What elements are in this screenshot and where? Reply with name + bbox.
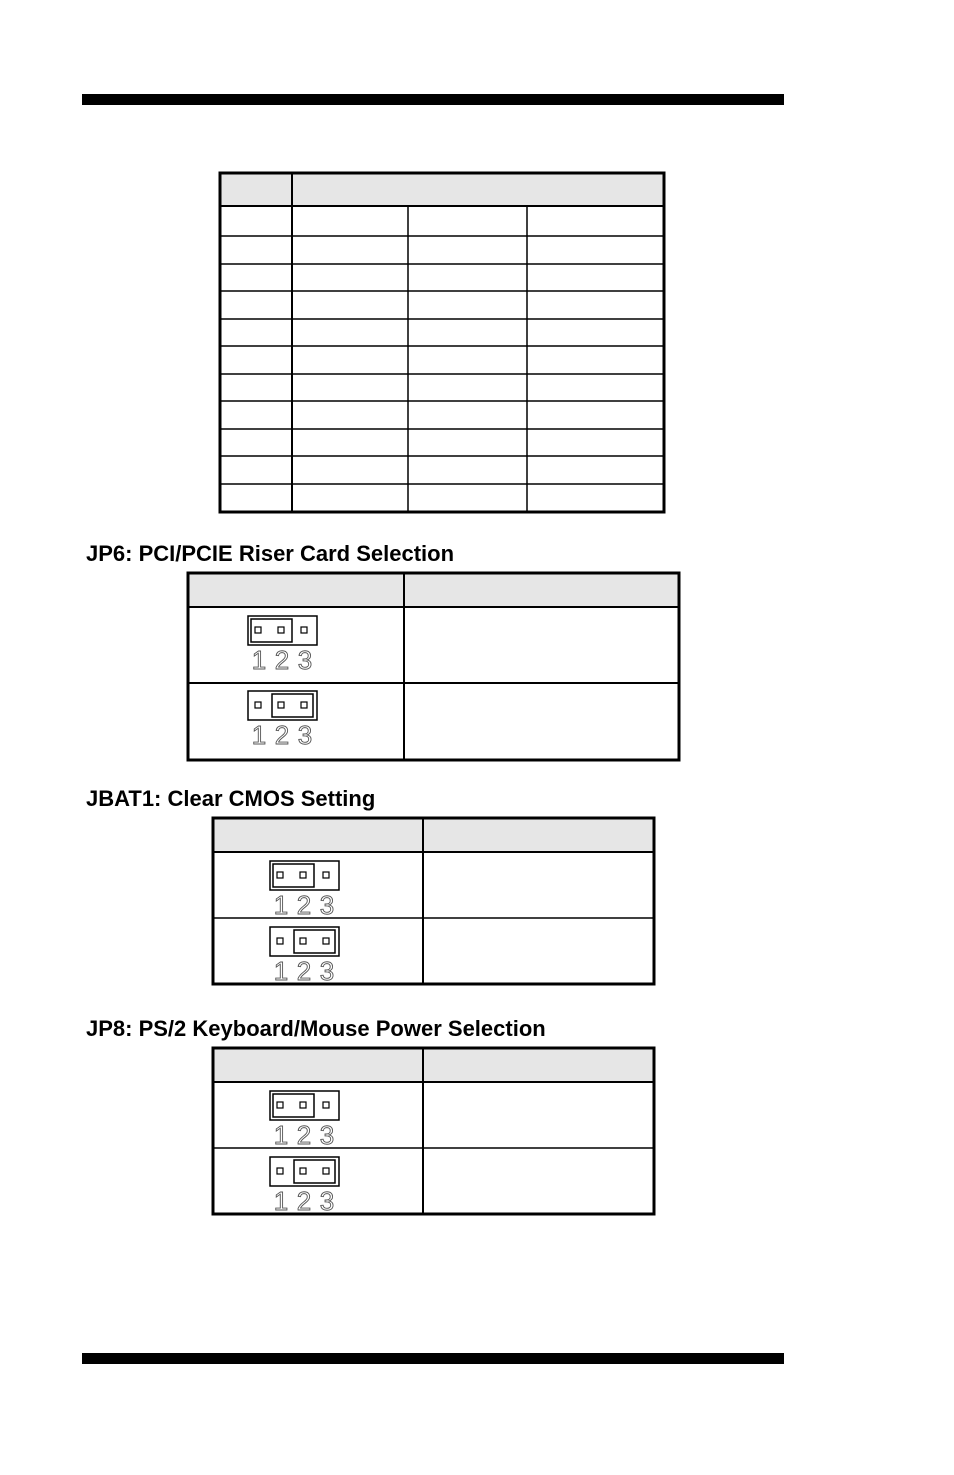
pin-number-label: 3 — [297, 720, 313, 748]
jp8-jumper-1-2-icon — [269, 1090, 341, 1148]
pin-number-label: 1 — [273, 890, 289, 918]
jp6-jumper-2-3-icon — [247, 690, 319, 748]
pin-number-label: 2 — [296, 1186, 312, 1214]
jp8-title: JP8: PS/2 Keyboard/Mouse Power Selection — [86, 1016, 546, 1041]
bottom-rule — [82, 1353, 784, 1364]
pin-number-label: 2 — [296, 890, 312, 918]
pin-number-label: 1 — [273, 956, 289, 984]
pin-number-label: 2 — [274, 645, 290, 673]
pin-number-label: 1 — [273, 1186, 289, 1214]
pin-number-label: 3 — [319, 956, 335, 984]
pin-number-label: 2 — [274, 720, 290, 748]
pin-number-label: 1 — [273, 1120, 289, 1148]
pin-number-label: 3 — [297, 645, 313, 673]
pin-number-label: 3 — [319, 1186, 335, 1214]
pin-number-label: 3 — [319, 890, 335, 918]
jbat1-title: JBAT1: Clear CMOS Setting — [86, 786, 376, 811]
pin-number-label: 2 — [296, 956, 312, 984]
jbat1-jumper-2-3-icon — [269, 926, 341, 984]
pin-number-label: 2 — [296, 1120, 312, 1148]
pin-number-label: 1 — [251, 645, 267, 673]
jp6-title: JP6: PCI/PCIE Riser Card Selection — [86, 541, 455, 566]
jp6-jumper-1-2-icon — [247, 615, 319, 673]
jp8-jumper-2-3-icon — [269, 1156, 341, 1214]
jbat1-jumper-1-2-icon — [269, 860, 341, 918]
pin-number-label: 1 — [251, 720, 267, 748]
pin-number-label: 3 — [319, 1120, 335, 1148]
pin-table-grid — [0, 0, 954, 520]
